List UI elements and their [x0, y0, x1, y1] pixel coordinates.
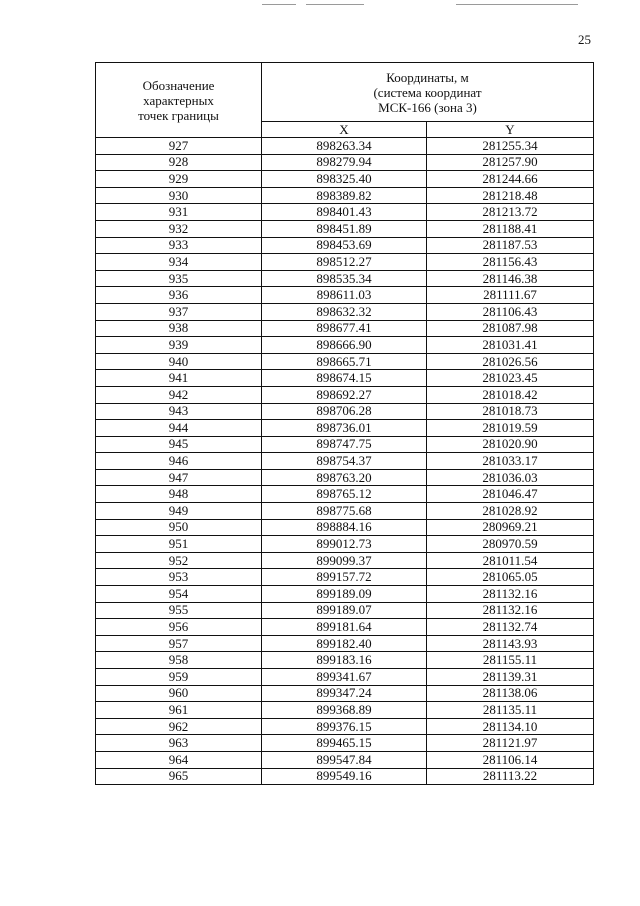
table-row [96, 337, 594, 354]
point-number-cell: 938 [96, 320, 262, 337]
y-coordinate-cell: 281033.17 [427, 453, 594, 470]
table-body [96, 138, 594, 785]
x-column-header: X [262, 122, 427, 138]
x-coordinate-cell: 899368.89 [262, 702, 427, 719]
y-coordinate-cell: 281135.11 [427, 702, 594, 719]
y-coordinate-cell: 281132.16 [427, 602, 594, 619]
point-number-cell: 957 [96, 635, 262, 652]
table-row [96, 453, 594, 470]
x-coordinate-cell: 898389.82 [262, 187, 427, 204]
table-row [96, 220, 594, 237]
x-coordinate-cell: 899181.64 [262, 619, 427, 636]
table-row [96, 254, 594, 271]
table-row [96, 154, 594, 171]
y-coordinate-cell: 281023.45 [427, 370, 594, 387]
point-number-cell: 933 [96, 237, 262, 254]
point-number-cell: 927 [96, 138, 262, 155]
table-row [96, 270, 594, 287]
y-coordinate-cell: 281046.47 [427, 486, 594, 503]
coordinates-header-line: МСК-166 (зона 3) [378, 99, 477, 115]
y-coordinate-cell: 281143.93 [427, 635, 594, 652]
x-coordinate-cell: 898401.43 [262, 204, 427, 221]
x-coordinate-cell: 899547.84 [262, 751, 427, 768]
table-row [96, 685, 594, 702]
y-coordinate-cell: 281132.74 [427, 619, 594, 636]
point-number-cell: 937 [96, 303, 262, 320]
point-number-cell: 934 [96, 254, 262, 271]
x-coordinate-cell: 898674.15 [262, 370, 427, 387]
point-number-cell: 954 [96, 586, 262, 603]
y-coordinate-cell: 281036.03 [427, 469, 594, 486]
x-coordinate-cell: 898754.37 [262, 453, 427, 470]
x-coordinate-cell: 898765.12 [262, 486, 427, 503]
x-coordinate-cell: 899189.07 [262, 602, 427, 619]
x-coordinate-cell: 899465.15 [262, 735, 427, 752]
point-number-cell: 939 [96, 337, 262, 354]
point-number-cell: 944 [96, 420, 262, 437]
table-row [96, 619, 594, 636]
point-number-cell: 958 [96, 652, 262, 669]
table-row [96, 586, 594, 603]
x-coordinate-cell: 899347.24 [262, 685, 427, 702]
coordinates-header [262, 63, 594, 122]
y-column-header: Y [427, 122, 594, 138]
x-coordinate-cell: 898763.20 [262, 469, 427, 486]
y-coordinate-cell: 281031.41 [427, 337, 594, 354]
point-number-cell: 965 [96, 768, 262, 785]
y-coordinate-cell: 281019.59 [427, 420, 594, 437]
table-row [96, 669, 594, 686]
y-coordinate-cell: 281218.48 [427, 187, 594, 204]
y-coordinate-cell: 281188.41 [427, 220, 594, 237]
coordinates-header-line: Координаты, м [386, 69, 469, 85]
point-number-cell: 964 [96, 751, 262, 768]
x-coordinate-cell: 898884.16 [262, 519, 427, 536]
table-row [96, 403, 594, 420]
table-row [96, 436, 594, 453]
y-coordinate-cell: 281087.98 [427, 320, 594, 337]
x-coordinate-cell: 898611.03 [262, 287, 427, 304]
y-coordinate-cell: 281121.97 [427, 735, 594, 752]
point-number-cell: 930 [96, 187, 262, 204]
y-coordinate-cell: 281156.43 [427, 254, 594, 271]
y-coordinate-cell: 281255.34 [427, 138, 594, 155]
table-row [96, 370, 594, 387]
x-coordinate-cell: 898535.34 [262, 270, 427, 287]
point-number-cell: 932 [96, 220, 262, 237]
x-coordinate-cell: 898453.69 [262, 237, 427, 254]
table-row [96, 503, 594, 520]
point-number-cell: 959 [96, 669, 262, 686]
table-row [96, 237, 594, 254]
table-row [96, 569, 594, 586]
x-coordinate-cell: 899189.09 [262, 586, 427, 603]
y-coordinate-cell: 281020.90 [427, 436, 594, 453]
point-number-cell: 953 [96, 569, 262, 586]
x-coordinate-cell: 898665.71 [262, 353, 427, 370]
point-designation-header [96, 63, 262, 138]
point-number-cell: 951 [96, 536, 262, 553]
table-row [96, 768, 594, 785]
point-number-cell: 943 [96, 403, 262, 420]
table-row [96, 469, 594, 486]
point-number-cell: 960 [96, 685, 262, 702]
table-row [96, 751, 594, 768]
table-row [96, 171, 594, 188]
point-number-cell: 940 [96, 353, 262, 370]
table-row [96, 602, 594, 619]
table-row [96, 420, 594, 437]
table-row [96, 536, 594, 553]
x-coordinate-cell: 899012.73 [262, 536, 427, 553]
point-number-cell: 955 [96, 602, 262, 619]
y-coordinate-cell: 281134.10 [427, 718, 594, 735]
point-number-cell: 941 [96, 370, 262, 387]
y-coordinate-cell: 281146.38 [427, 270, 594, 287]
table-row [96, 187, 594, 204]
y-coordinate-cell: 281011.54 [427, 552, 594, 569]
table-header [96, 63, 594, 138]
table-row [96, 635, 594, 652]
top-rule-right [306, 4, 364, 5]
point-number-cell: 929 [96, 171, 262, 188]
table-row [96, 303, 594, 320]
point-number-cell: 947 [96, 469, 262, 486]
point-number-cell: 948 [96, 486, 262, 503]
point-number-cell: 936 [96, 287, 262, 304]
table-header-row-top [96, 63, 594, 122]
point-number-cell: 956 [96, 619, 262, 636]
point-number-cell: 963 [96, 735, 262, 752]
y-coordinate-cell: 281138.06 [427, 685, 594, 702]
point-number-cell: 952 [96, 552, 262, 569]
point-number-cell: 931 [96, 204, 262, 221]
page-number: 25 [578, 32, 591, 47]
point-number-cell: 950 [96, 519, 262, 536]
y-coordinate-cell: 281018.42 [427, 386, 594, 403]
x-coordinate-cell: 898279.94 [262, 154, 427, 171]
y-coordinate-cell: 280969.21 [427, 519, 594, 536]
y-coordinate-cell: 281111.67 [427, 287, 594, 304]
x-coordinate-cell: 898747.75 [262, 436, 427, 453]
x-coordinate-cell: 899341.67 [262, 669, 427, 686]
table-row [96, 353, 594, 370]
table-row [96, 702, 594, 719]
point-designation-header-line: точек границы [138, 107, 219, 123]
table-row [96, 735, 594, 752]
point-number-cell: 961 [96, 702, 262, 719]
y-coordinate-cell: 281244.66 [427, 171, 594, 188]
y-coordinate-cell: 281106.43 [427, 303, 594, 320]
point-number-cell: 942 [96, 386, 262, 403]
y-coordinate-cell: 281113.22 [427, 768, 594, 785]
y-coordinate-cell: 281139.31 [427, 669, 594, 686]
y-coordinate-cell: 281257.90 [427, 154, 594, 171]
x-coordinate-cell: 898632.32 [262, 303, 427, 320]
y-coordinate-cell: 281106.14 [427, 751, 594, 768]
x-coordinate-cell: 898736.01 [262, 420, 427, 437]
top-rule-far-right [456, 4, 578, 5]
y-coordinate-cell: 281155.11 [427, 652, 594, 669]
point-number-cell: 945 [96, 436, 262, 453]
table-row [96, 552, 594, 569]
x-coordinate-cell: 899157.72 [262, 569, 427, 586]
x-coordinate-cell: 899099.37 [262, 552, 427, 569]
table-row [96, 652, 594, 669]
y-coordinate-cell: 281018.73 [427, 403, 594, 420]
y-coordinate-cell: 281187.53 [427, 237, 594, 254]
table-row [96, 718, 594, 735]
x-coordinate-cell: 899376.15 [262, 718, 427, 735]
y-coordinate-cell: 281028.92 [427, 503, 594, 520]
point-number-cell: 928 [96, 154, 262, 171]
y-coordinate-cell: 281065.05 [427, 569, 594, 586]
x-coordinate-cell: 898512.27 [262, 254, 427, 271]
table-row [96, 320, 594, 337]
point-number-cell: 935 [96, 270, 262, 287]
x-coordinate-cell: 898692.27 [262, 386, 427, 403]
table-row [96, 138, 594, 155]
y-coordinate-cell: 281026.56 [427, 353, 594, 370]
table-row [96, 519, 594, 536]
x-coordinate-cell: 898451.89 [262, 220, 427, 237]
x-coordinate-cell: 898677.41 [262, 320, 427, 337]
x-coordinate-cell: 899183.16 [262, 652, 427, 669]
point-designation-header-line: Обозначение [142, 77, 215, 93]
point-number-cell: 946 [96, 453, 262, 470]
x-coordinate-cell: 899549.16 [262, 768, 427, 785]
x-coordinate-cell: 899182.40 [262, 635, 427, 652]
point-designation-header-line: характерных [143, 92, 214, 108]
top-rule-left [262, 4, 296, 5]
table-row [96, 486, 594, 503]
point-number-cell: 949 [96, 503, 262, 520]
y-coordinate-cell: 281213.72 [427, 204, 594, 221]
point-number-cell: 962 [96, 718, 262, 735]
x-coordinate-cell: 898263.34 [262, 138, 427, 155]
table-row [96, 386, 594, 403]
y-coordinate-cell: 280970.59 [427, 536, 594, 553]
y-coordinate-cell: 281132.16 [427, 586, 594, 603]
coordinates-header-line: (система координат [373, 84, 482, 100]
x-coordinate-cell: 898666.90 [262, 337, 427, 354]
x-coordinate-cell: 898325.40 [262, 171, 427, 188]
x-coordinate-cell: 898775.68 [262, 503, 427, 520]
coordinates-table [95, 62, 594, 785]
x-coordinate-cell: 898706.28 [262, 403, 427, 420]
table-row [96, 204, 594, 221]
table-row [96, 287, 594, 304]
